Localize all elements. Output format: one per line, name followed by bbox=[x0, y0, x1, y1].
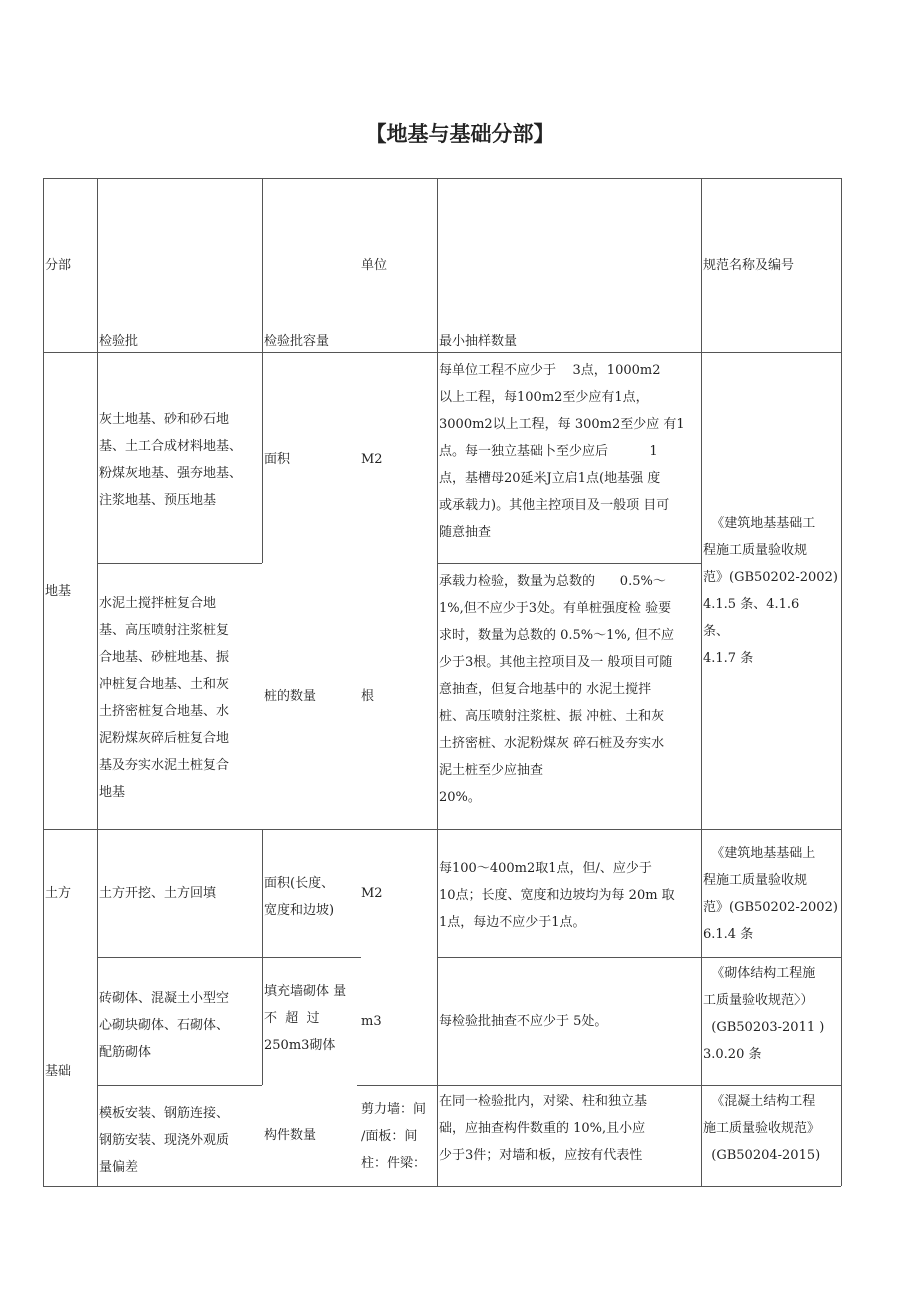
cell-batch: 灰土地基、砂和砂石地 基、土工合成材料地基、 粉煤灰地基、强夯地基、 注浆地基、预压地基 bbox=[99, 412, 243, 508]
table-border bbox=[357, 1085, 841, 1086]
header-unit: 单位 bbox=[361, 258, 388, 273]
table-border bbox=[437, 563, 701, 564]
header-min-sample: 最小抽样数量 bbox=[439, 334, 518, 349]
cell-part: 土方 bbox=[45, 886, 72, 901]
cell-batch: 水泥土搅拌桩复合地 基、高压喷射注浆桩复 合地基、砂桩地基、振 冲桩复合地基、土和灰 土挤密桩复合地基、水 泥粉煤灰碎后桩复合地 基及夯实水泥土桩复合 地基 bbox=[99, 596, 230, 800]
cell-sample: 在同一检验批内，对梁、柱和独立基 础，应抽查构件数重的 10%,且小应 少于3件；对墙和板，应按有代表性 bbox=[439, 1094, 648, 1163]
cell-capacity: 构件数量 bbox=[264, 1128, 317, 1143]
cell-spec: 《建筑地基基础上 程施工质量验收规 范》(GB50202-2002) 6.1.4 条 bbox=[703, 846, 838, 942]
header-spec: 规范名称及编号 bbox=[703, 258, 795, 273]
cell-unit: M2 bbox=[361, 886, 383, 901]
table-border bbox=[43, 178, 841, 179]
cell-unit: 剪力墙：间 /面板：间 柱：件梁： bbox=[361, 1102, 427, 1171]
header-capacity: 检验批容量 bbox=[264, 334, 330, 349]
cell-capacity: 填充墙砌体 量 不 超 过 250m3砌体 bbox=[264, 984, 347, 1053]
cell-sample: 每100～400m2取1点，但/、应少于 10点；长度、宽度和边坡均为每 20m 取 1点，每边不应少于1点。 bbox=[439, 861, 675, 930]
cell-capacity: 面积(长度、 宽度和边坡) bbox=[264, 876, 335, 918]
header-part: 分部 bbox=[45, 258, 72, 273]
table-border bbox=[97, 563, 262, 564]
cell-sample: 承载力检验，数量为总数的 0.5%～ 1%,但不应少于3处。有单桩强度检 验要 求时，数量为总数的 0.5%～1%, 但不应 少于3根。其他主控项目及一 般项目可随 意抽查，但复合地基中的 水泥土搅拌 桩、高压喷射注浆桩、振 冲桩、土和灰 土挤密桩、水泥粉煤灰 碎石桩及夯实水 泥土桩至少应抽查 20%。 bbox=[439, 574, 675, 805]
cell-unit: 根 bbox=[361, 689, 375, 704]
table-border bbox=[43, 178, 44, 1186]
table-border bbox=[437, 957, 841, 958]
table-border bbox=[97, 1085, 262, 1086]
cell-sample: 每单位工程不应少于 3点，1000m2 以上工程，每100m2至少应有1点， 3000m2以上工程，每 300m2至少应 有1 点。每一独立基础卜至少应后 1 点，基槽母20延米J立启1点(地基强 度 或承载力)。其他主控项目及一般项 目可 随意抽查 bbox=[439, 363, 685, 540]
cell-unit: M2 bbox=[361, 452, 383, 467]
cell-sample: 每检验批抽查不应少于 5处。 bbox=[439, 1014, 608, 1029]
table-border bbox=[701, 178, 702, 1186]
table-border bbox=[97, 957, 361, 958]
table-border bbox=[262, 178, 263, 563]
cell-spec: 《混凝土结构工程 施工质量验收规范》 (GB50204-2015) bbox=[703, 1094, 821, 1163]
header-batch: 检验批 bbox=[99, 334, 139, 349]
cell-spec: 《砌体结构工程施 工质量验收规范〉） (GB50203-2011 ) 3.0.20 条 bbox=[703, 966, 825, 1062]
cell-batch: 砖砌体、混凝土小型空 心砌块砌体、石砌体、 配筋砌体 bbox=[99, 991, 230, 1060]
cell-part: 基础 bbox=[45, 1064, 72, 1079]
table-border bbox=[43, 829, 841, 830]
page-title: 【地基与基础分部】 bbox=[365, 122, 555, 146]
table-border bbox=[437, 178, 438, 1186]
cell-capacity: 桩的数量 bbox=[264, 689, 317, 704]
cell-capacity: 面积 bbox=[264, 452, 291, 467]
cell-spec: 《建筑地基基础工 程施工质量验收规 范》(GB50202-2002) 4.1.5 条、4.1.6 条、 4.1.7 条 bbox=[703, 516, 838, 666]
cell-batch: 土方开挖、土方回填 bbox=[99, 886, 217, 901]
cell-batch: 模板安装、钢筋连接、 钢筋安装、现浇外观质 量偏差 bbox=[99, 1106, 230, 1175]
cell-part: 地基 bbox=[45, 584, 72, 599]
table-border bbox=[262, 829, 263, 1085]
cell-unit: m3 bbox=[361, 1014, 382, 1029]
table-border bbox=[97, 178, 98, 1186]
table-border bbox=[43, 1186, 841, 1187]
